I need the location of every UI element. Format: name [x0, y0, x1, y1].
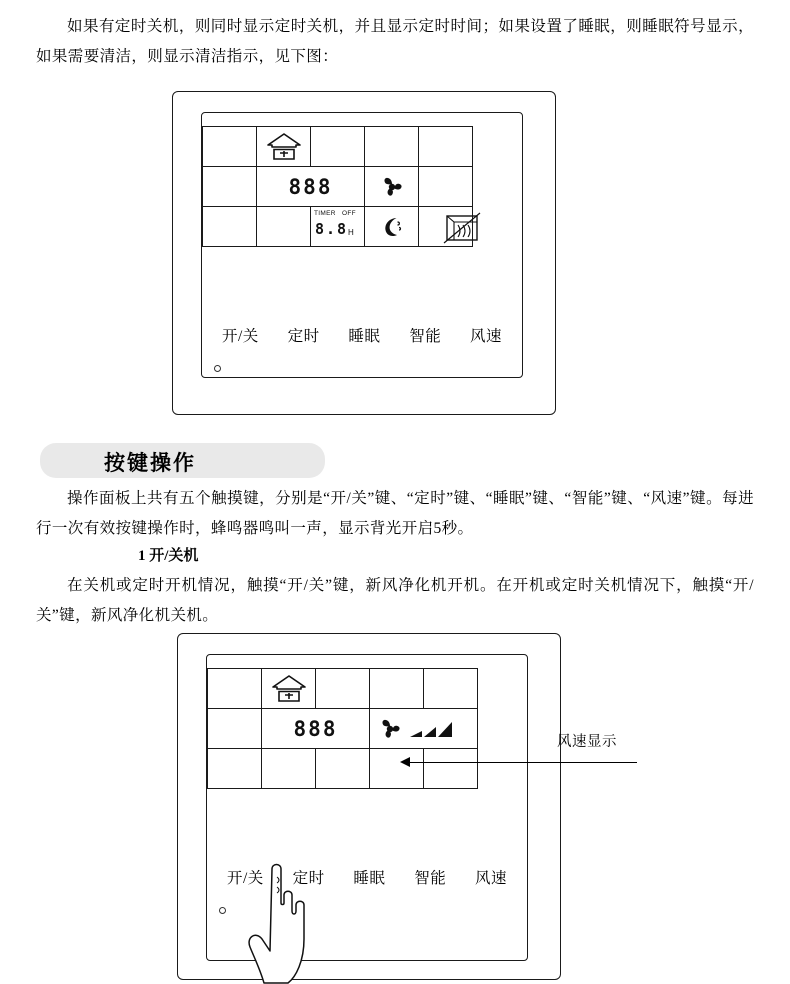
lcd-cell-fan	[365, 167, 419, 207]
lcd-cell-b-r1c3	[316, 669, 370, 709]
fan-icon	[378, 173, 406, 201]
lcd-cell-b-r3c5	[424, 749, 478, 789]
lcd-grid-top	[202, 126, 473, 247]
control-panel-top	[172, 91, 556, 415]
hand-pointer-icon	[244, 859, 320, 984]
button-power-bottom[interactable]: 开/关	[227, 870, 264, 887]
control-panel-top-inner	[201, 112, 523, 378]
callout-label: 风速显示	[557, 734, 617, 750]
home-icon	[266, 132, 302, 162]
lcd-cell-r3c2	[257, 207, 311, 247]
control-panel-bottom	[177, 633, 561, 980]
filter-clean-icon	[442, 210, 482, 246]
paragraph-3-container	[36, 571, 754, 631]
paragraph-2: 操作面板上共有五个触摸键，分别是“开/关”键、“定时”键、“睡眠”键、“智能”键、“风速”键。每进行一次有效按键操作时，蜂鸣器鸣叫一声，显示背光开启5秒。	[36, 490, 754, 537]
lcd-cell-b-main-digits	[262, 709, 370, 749]
lcd-cell-home	[257, 127, 311, 167]
lcd-cell-b-r1c1	[208, 669, 262, 709]
lcd-cell-b-r2c1	[208, 709, 262, 749]
lcd-cell-b-r3c1	[208, 749, 262, 789]
lcd-cell-r2c5	[419, 167, 473, 207]
lcd-cell-r1c4	[365, 127, 419, 167]
paragraph-3: 在关机或定时开机情况，触摸“开/关”键，新风净化机开机。在开机或定时关机情况下，触摸“开/关”键，新风净化机关机。	[36, 577, 754, 624]
fan-icon	[376, 715, 404, 743]
paragraph-2-container	[36, 484, 754, 544]
lcd-cell-r1c5	[419, 127, 473, 167]
lcd-cell-r1c1	[203, 127, 257, 167]
button-fanspeed-bottom[interactable]: 风速	[474, 870, 507, 887]
timer-digits: 8.8	[315, 220, 349, 238]
led-indicator-bottom	[219, 907, 226, 914]
paragraph-1-container	[36, 12, 754, 72]
button-fanspeed-top[interactable]: 风速	[469, 328, 502, 345]
lcd-cell-timer	[311, 207, 365, 247]
off-label: OFF	[342, 210, 356, 217]
lcd-cell-b-r1c5	[424, 669, 478, 709]
lcd-cell-r2c1	[203, 167, 257, 207]
lcd-cell-r1c3	[311, 127, 365, 167]
home-icon	[271, 674, 307, 704]
button-sleep-bottom[interactable]: 睡眠	[353, 870, 386, 887]
moon-icon	[379, 214, 405, 240]
timer-unit: H	[348, 228, 355, 237]
lcd-cell-b-r3c4	[370, 749, 424, 789]
lcd-cell-b-r1c4	[370, 669, 424, 709]
button-sleep-top[interactable]: 睡眠	[348, 328, 381, 345]
paragraph-1: 如果有定时关机，则同时显示定时关机，并且显示定时时间；如果设置了睡眠，则睡眠符号显示，如果需要清洁，则显示清洁指示，见下图：	[36, 18, 754, 65]
fan-speed-bars-icon	[408, 718, 456, 740]
lcd-cell-b-r3c3	[316, 749, 370, 789]
lcd-cell-sleep	[365, 207, 419, 247]
button-power-top[interactable]: 开/关	[222, 328, 259, 345]
lcd-cell-b-r3c2	[262, 749, 316, 789]
section-heading: 按键操作	[104, 451, 196, 475]
lcd-cell-b-fanspeed	[370, 709, 478, 749]
button-timer-top[interactable]: 定时	[287, 328, 320, 345]
callout-leader-line	[409, 762, 637, 763]
main-digits-top: 888	[288, 175, 333, 200]
button-smart-bottom[interactable]: 智能	[414, 870, 447, 887]
lcd-cell-main-digits	[257, 167, 365, 207]
timer-label: TIMER	[314, 210, 336, 217]
main-digits-bottom: 888	[293, 717, 338, 742]
button-smart-top[interactable]: 智能	[409, 328, 442, 345]
led-indicator-top	[214, 365, 221, 372]
button-timer-bottom[interactable]: 定时	[292, 870, 325, 887]
callout-arrow-icon	[400, 757, 410, 767]
subheading-1: 1 开/关机	[138, 548, 199, 564]
lcd-cell-r3c1	[203, 207, 257, 247]
button-label-row-top	[222, 324, 502, 346]
lcd-grid-bottom	[207, 668, 478, 789]
lcd-cell-b-home	[262, 669, 316, 709]
subheading-1-container	[138, 544, 198, 565]
